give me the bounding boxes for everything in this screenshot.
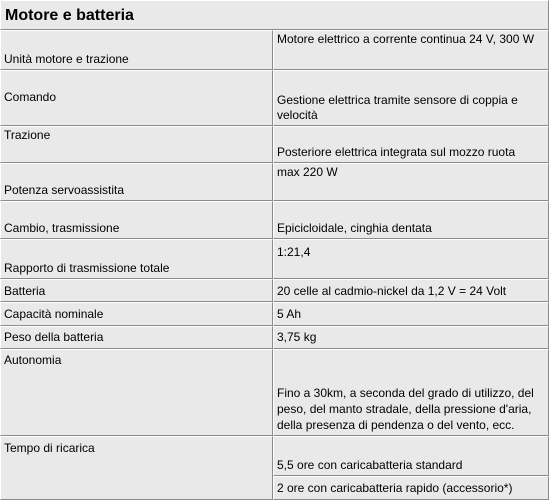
row-value-motor-unit: Motore elettrico a corrente continua 24 V, 300 W (273, 30, 549, 70)
row-value-battery: 20 celle al cadmio-nickel da 1,2 V = 24 Volt (273, 279, 549, 302)
row-value-charge-fast: 2 ore con caricabatteria rapido (accessorio*) (273, 476, 549, 500)
row-label-ratio: Rapporto di trasmissione totale (0, 239, 273, 279)
row-value-traction: Posteriore elettrica integrata sul mozzo ruota (273, 126, 549, 163)
row-value-range: Fino a 30km, a seconda del grado di utilizzo, del peso, del manto stradale, della pressione d'aria, della presenza di pendenza o del vento, ecc. (273, 349, 549, 436)
row-label-capacity: Capacità nominale (0, 302, 273, 326)
row-value-power: max 220 W (273, 163, 549, 201)
row-label-power: Potenza servoassistita (0, 163, 273, 201)
row-value-control: Gestione elettrica tramite sensore di coppia e velocità (273, 70, 549, 126)
row-value-gearbox: Epicicloidale, cinghia dentata (273, 201, 549, 239)
row-label-battery-weight: Peso della batteria (0, 326, 273, 349)
table-title: Motore e batteria (0, 0, 549, 30)
row-value-charge-standard: 5,5 ore con caricabatteria standard (273, 436, 549, 476)
row-label-control: Comando (0, 70, 273, 126)
row-value-ratio: 1:21,4 (273, 239, 549, 279)
row-value-capacity: 5 Ah (273, 302, 549, 326)
row-value-battery-weight: 3,75 kg (273, 326, 549, 349)
row-label-range: Autonomia (0, 349, 273, 436)
row-label-motor-unit: Unità motore e trazione (0, 30, 273, 70)
row-label-charge-time: Tempo di ricarica (0, 436, 273, 500)
row-label-traction: Trazione (0, 126, 273, 163)
row-label-battery: Batteria (0, 279, 273, 302)
row-label-gearbox: Cambio, trasmissione (0, 201, 273, 239)
